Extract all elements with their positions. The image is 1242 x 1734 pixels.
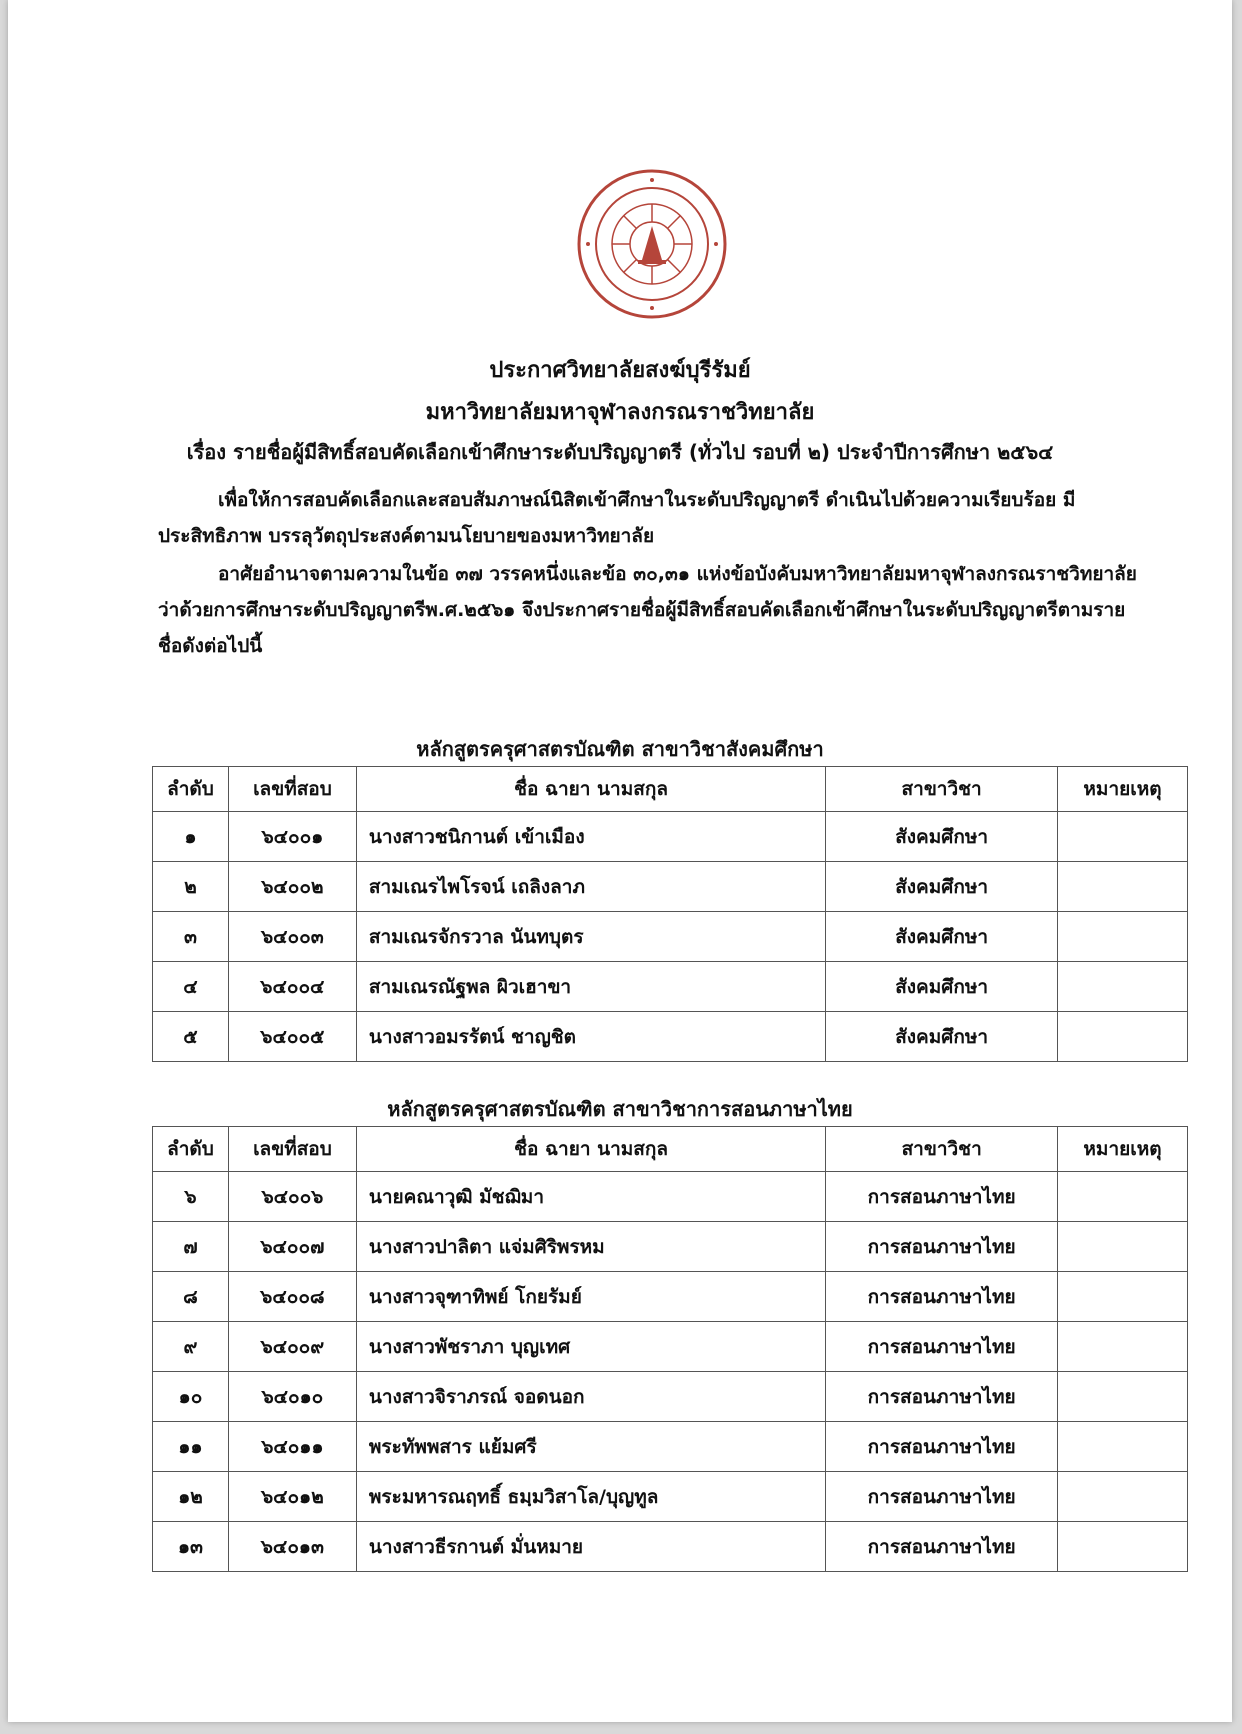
candidate-table-thai-teaching bbox=[152, 1126, 1188, 1572]
candidate-table-social-studies bbox=[152, 766, 1188, 1062]
cell-name: นางสาวชนิกานต์ เข้าเมือง bbox=[356, 812, 825, 862]
cell-note bbox=[1058, 1012, 1188, 1062]
cell-num: ๖ bbox=[153, 1172, 229, 1222]
cell-exam-id: ๖๔๐๐๕ bbox=[228, 1012, 356, 1062]
cell-exam-id: ๖๔๐๐๙ bbox=[228, 1322, 356, 1372]
cell-name: นางสาวจุฑาทิพย์ โกยรัมย์ bbox=[356, 1272, 825, 1322]
cell-exam-id: ๖๔๐๑๑ bbox=[228, 1422, 356, 1472]
col-header-id: เลขที่สอบ bbox=[228, 767, 356, 812]
cell-major: การสอนภาษาไทย bbox=[826, 1172, 1058, 1222]
paragraph-authority bbox=[158, 556, 1143, 664]
cell-name: สามเณรจักรวาล นันทบุตร bbox=[356, 912, 825, 962]
document-page bbox=[8, 0, 1232, 1722]
cell-major: สังคมศึกษา bbox=[826, 1012, 1058, 1062]
cell-major: การสอนภาษาไทย bbox=[826, 1272, 1058, 1322]
cell-major: สังคมศึกษา bbox=[826, 812, 1058, 862]
paragraph-purpose-text: เพื่อให้การสอบคัดเลือกและสอบสัมภาษณ์นิสิตเข้าศึกษาในระดับปริญญาตรี ดำเนินไปด้วยความเรียบร้อย มีประสิทธิภาพ บรรลุวัตถุประสงค์ตามนโยบายของมหาวิทยาลัย bbox=[158, 489, 1076, 547]
cell-name: นางสาวพัชราภา บุญเทศ bbox=[356, 1322, 825, 1372]
cell-note bbox=[1058, 962, 1188, 1012]
cell-major: การสอนภาษาไทย bbox=[826, 1222, 1058, 1272]
table-row bbox=[153, 1522, 1188, 1572]
cell-name: สามเณรณัฐพล ผิวเฮาขา bbox=[356, 962, 825, 1012]
cell-note bbox=[1058, 1522, 1188, 1572]
cell-major: สังคมศึกษา bbox=[826, 962, 1058, 1012]
col-header-num: ลำดับ bbox=[153, 767, 229, 812]
cell-num: ๗ bbox=[153, 1222, 229, 1272]
col-header-num: ลำดับ bbox=[153, 1127, 229, 1172]
cell-name: นางสาวจิราภรณ์ จอดนอก bbox=[356, 1372, 825, 1422]
cell-name: นายคณาวุฒิ มัชฌิมา bbox=[356, 1172, 825, 1222]
cell-note bbox=[1058, 1322, 1188, 1372]
cell-num: ๕ bbox=[153, 1012, 229, 1062]
course-title-thai-teaching: หลักสูตรครุศาสตรบัณฑิต สาขาวิชาการสอนภาษาไทย bbox=[387, 1097, 853, 1121]
cell-name: นางสาวธีรกานต์ มั่นหมาย bbox=[356, 1522, 825, 1572]
cell-exam-id: ๖๔๐๐๑ bbox=[228, 812, 356, 862]
cell-note bbox=[1058, 1472, 1188, 1522]
table-row bbox=[153, 1422, 1188, 1472]
cell-name: สามเณรไพโรจน์ เถลิงลาภ bbox=[356, 862, 825, 912]
col-header-note: หมายเหตุ bbox=[1058, 767, 1188, 812]
col-header-major: สาขาวิชา bbox=[826, 1127, 1058, 1172]
cell-exam-id: ๖๔๐๐๒ bbox=[228, 862, 356, 912]
cell-major: สังคมศึกษา bbox=[826, 912, 1058, 962]
cell-exam-id: ๖๔๐๑๐ bbox=[228, 1372, 356, 1422]
cell-num: ๒ bbox=[153, 862, 229, 912]
cell-note bbox=[1058, 1372, 1188, 1422]
cell-num: ๔ bbox=[153, 962, 229, 1012]
cell-major: การสอนภาษาไทย bbox=[826, 1422, 1058, 1472]
cell-note bbox=[1058, 1422, 1188, 1472]
table-row bbox=[153, 912, 1188, 962]
cell-exam-id: ๖๔๐๐๓ bbox=[228, 912, 356, 962]
cell-num: ๑๓ bbox=[153, 1522, 229, 1572]
cell-num: ๑๐ bbox=[153, 1372, 229, 1422]
cell-exam-id: ๖๔๐๑๒ bbox=[228, 1472, 356, 1522]
cell-major: การสอนภาษาไทย bbox=[826, 1372, 1058, 1422]
announcement-title: ประกาศวิทยาลัยสงฆ์บุรีรัมย์ bbox=[489, 358, 751, 383]
cell-major: สังคมศึกษา bbox=[826, 862, 1058, 912]
cell-major: การสอนภาษาไทย bbox=[826, 1472, 1058, 1522]
col-header-major: สาขาวิชา bbox=[826, 767, 1058, 812]
paragraph-purpose bbox=[158, 482, 1143, 554]
cell-note bbox=[1058, 862, 1188, 912]
table-row bbox=[153, 812, 1188, 862]
cell-exam-id: ๖๔๐๐๘ bbox=[228, 1272, 356, 1322]
university-name: มหาวิทยาลัยมหาจุฬาลงกรณราชวิทยาลัย bbox=[425, 400, 815, 425]
cell-num: ๘ bbox=[153, 1272, 229, 1322]
table-row bbox=[153, 862, 1188, 912]
paragraph-authority-text: อาศัยอำนาจตามความในข้อ ๓๗ วรรคหนึ่งและข้อ ๓๐,๓๑ แห่งข้อบังคับมหาวิทยาลัยมหาจุฬาลงกรณราชวิทยาลัยว่าด้วยการศึกษาระดับปริญญาตรีพ.ศ.๒๕๖๑ จึงประกาศรายชื่อผู้มีสิทธิ์สอบคัดเลือกเข้าศึกษาในระดับปริญญาตรีตามรายชื่อดังต่อไปนี้ bbox=[158, 563, 1137, 657]
cell-num: ๑๑ bbox=[153, 1422, 229, 1472]
col-header-name: ชื่อ ฉายา นามสกุล bbox=[356, 1127, 825, 1172]
cell-num: ๑ bbox=[153, 812, 229, 862]
col-header-note: หมายเหตุ bbox=[1058, 1127, 1188, 1172]
cell-note bbox=[1058, 1272, 1188, 1322]
cell-name: พระทัพพสาร แย้มศรี bbox=[356, 1422, 825, 1472]
table-row bbox=[153, 1372, 1188, 1422]
cell-exam-id: ๖๔๐๐๖ bbox=[228, 1172, 356, 1222]
cell-major: การสอนภาษาไทย bbox=[826, 1322, 1058, 1372]
table-row bbox=[153, 1172, 1188, 1222]
cell-num: ๑๒ bbox=[153, 1472, 229, 1522]
table-row bbox=[153, 1472, 1188, 1522]
table-row bbox=[153, 1012, 1188, 1062]
cell-name: พระมหารณฤทธิ์ ธมฺมวิสาโล/บุญทูล bbox=[356, 1472, 825, 1522]
table-row bbox=[153, 1322, 1188, 1372]
col-header-id: เลขที่สอบ bbox=[228, 1127, 356, 1172]
table-header-row bbox=[153, 1127, 1188, 1172]
cell-note bbox=[1058, 912, 1188, 962]
col-header-name: ชื่อ ฉายา นามสกุล bbox=[356, 767, 825, 812]
cell-name: นางสาวปาลิตา แจ่มศิริพรหม bbox=[356, 1222, 825, 1272]
table-header-row bbox=[153, 767, 1188, 812]
cell-major: การสอนภาษาไทย bbox=[826, 1522, 1058, 1572]
cell-num: ๓ bbox=[153, 912, 229, 962]
cell-name: นางสาวอมรรัตน์ ชาญชิต bbox=[356, 1012, 825, 1062]
university-seal-logo bbox=[576, 168, 728, 320]
table-row bbox=[153, 1222, 1188, 1272]
cell-num: ๙ bbox=[153, 1322, 229, 1372]
cell-exam-id: ๖๔๐๑๓ bbox=[228, 1522, 356, 1572]
cell-exam-id: ๖๔๐๐๔ bbox=[228, 962, 356, 1012]
course-title-social-studies: หลักสูตรครุศาสตรบัณฑิต สาขาวิชาสังคมศึกษา bbox=[416, 737, 824, 761]
cell-exam-id: ๖๔๐๐๗ bbox=[228, 1222, 356, 1272]
announcement-subject: เรื่อง รายชื่อผู้มีสิทธิ์สอบคัดเลือกเข้าศึกษาระดับปริญญาตรี (ทั่วไป รอบที่ ๒) ประจำปีการศึกษา ๒๕๖๔ bbox=[186, 440, 1054, 464]
cell-note bbox=[1058, 812, 1188, 862]
cell-note bbox=[1058, 1172, 1188, 1222]
table-row bbox=[153, 962, 1188, 1012]
table-row bbox=[153, 1272, 1188, 1322]
cell-note bbox=[1058, 1222, 1188, 1272]
